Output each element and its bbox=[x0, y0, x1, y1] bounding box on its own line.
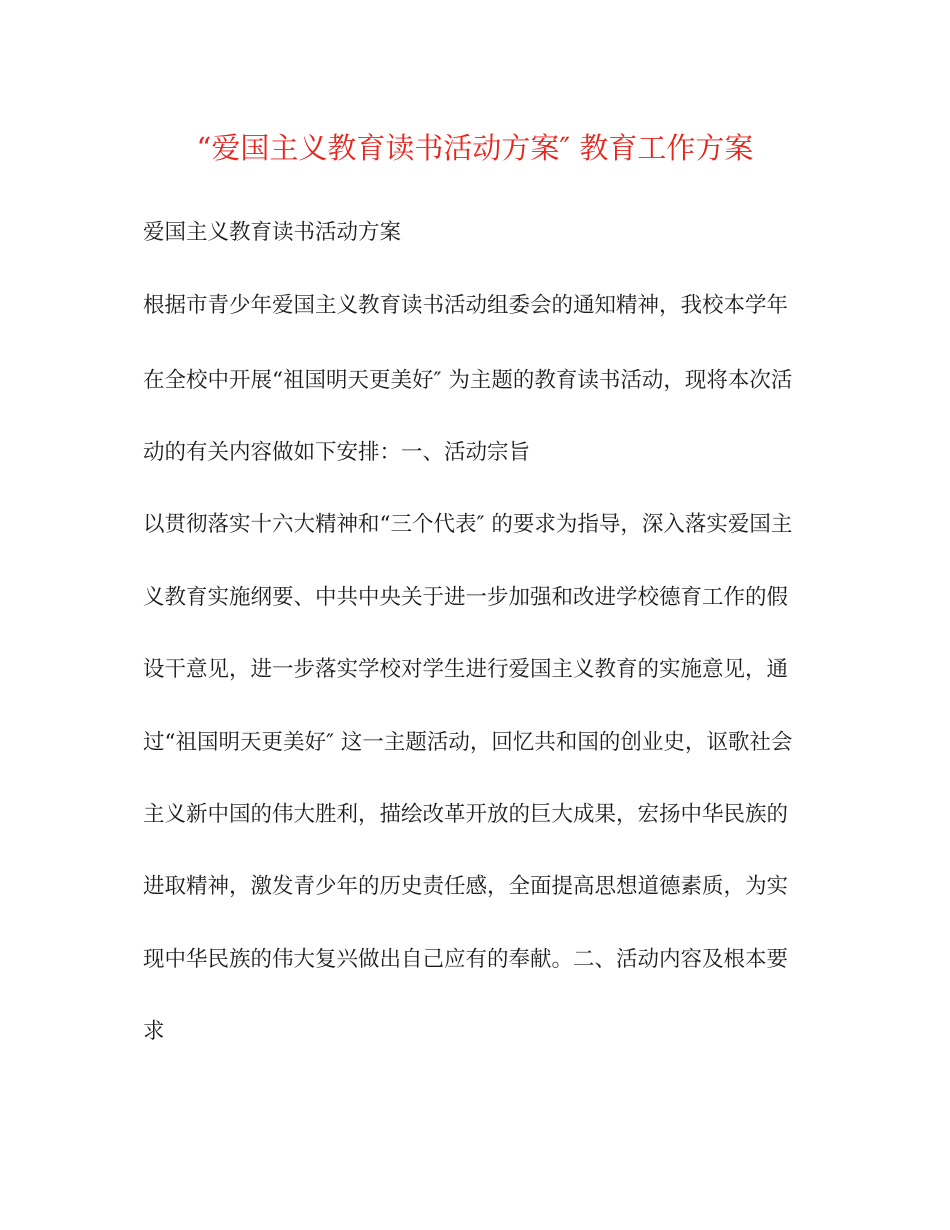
body-line-4: 以贯彻落实十六大精神和“三个代表″ 的要求为指导，深入落实爱国主 bbox=[143, 512, 793, 537]
body-line-10: 现中华民族的伟大复兴做出自己应有的奉献。二、活动内容及根本要 bbox=[143, 947, 789, 972]
body-line-9: 进取精神，激发青少年的历史责任感，全面提高思想道德素质，为实 bbox=[143, 874, 789, 899]
body-line-8: 主义新中国的伟大胜利，描绘改革开放的巨大成果，宏扬中华民族的 bbox=[143, 802, 789, 827]
body-line-11: 求 bbox=[143, 1019, 165, 1044]
body-line-6: 设干意见，进一步落实学校对学生进行爱国主义教育的实施意见，通 bbox=[143, 657, 789, 682]
body-line-7: 过“祖国明天更美好″ 这一主题活动，回忆共和国的创业史，讴歌社会 bbox=[143, 730, 793, 755]
body-line-3: 动的有关内容做如下安排：一、活动宗旨 bbox=[143, 440, 531, 465]
document-subtitle: 爱国主义教育读书活动方案 bbox=[143, 220, 402, 245]
document-title: “爱国主义教育读书活动方案″ 教育工作方案 bbox=[196, 131, 754, 165]
body-line-5: 义教育实施纲要、中共中央关于进一步加强和改进学校德育工作的假 bbox=[143, 585, 789, 610]
body-line-1: 根据市青少年爱国主义教育读书活动组委会的通知精神，我校本学年 bbox=[143, 293, 789, 318]
body-line-2: 在全校中开展“祖国明天更美好″ 为主题的教育读书活动，现将本次活 bbox=[143, 368, 793, 393]
